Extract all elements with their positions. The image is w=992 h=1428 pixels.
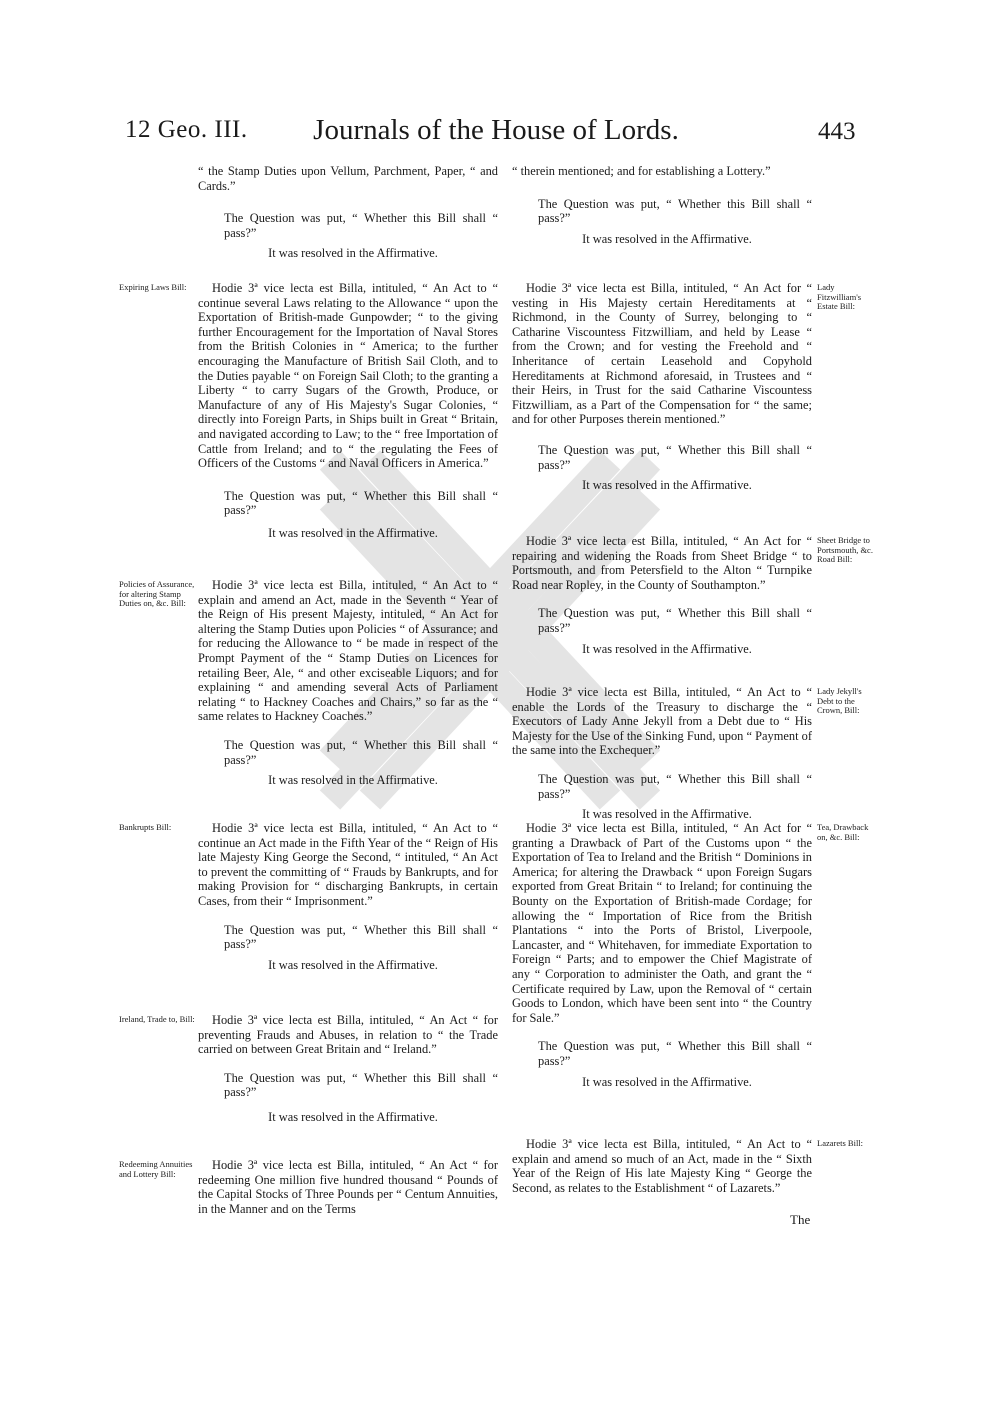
question-text: The Question was put, “ Whether this Bill shall “ pass?” xyxy=(538,196,812,226)
entry-text: Hodie 3ª vice lecta est Billa, intituled, “ An Act for “ vesting in His Majesty certain Hereditaments at “ Richmond, in the County of Surrey, belonging to “ Catharine Viscountess Fitzwilliam, and held by Lease “ from the Crown; and for vesting the Freehold and “ Inheritance of certain Leasehold and Copyhold Hereditaments at Richmond aforesaid, in Trustees and “ their Heirs, in Trust for the said Catharine Viscountess Fitzwilliam, as a Part of the Compensation for “ the same; and for other Purposes therein mentioned.” xyxy=(512,281,812,427)
margin-note-sheet-bridge: Sheet Bridge to Portsmouth, &c. Road Bill: xyxy=(817,535,873,564)
entry-left-4 xyxy=(198,1013,498,1125)
question-text: The Question was put, “ Whether this Bill shall “ pass?” xyxy=(538,442,812,472)
entry-left-2 xyxy=(198,578,498,788)
entry-right-3 xyxy=(512,685,812,822)
margin-note-policies: Policies of Assurance, for altering Stamp Duties on, &c. Bill: xyxy=(119,579,195,608)
resolved-text: It was resolved in the Affirmative. xyxy=(582,1074,752,1089)
entry-left-5 xyxy=(198,1158,498,1216)
entry-text: Hodie 3ª vice lecta est Billa, intituled, “ An Act for “ granting a Drawback of Part of the Customs upon “ the Exportation of Tea to Ireland and the British “ Dominions in America; for altering the Drawback “ upon Foreign Sugars exported from Great Britain “ to Ireland; for continuing the Bounty on the Exportation of British-made Cordage; for allowing the “ Importation of Rice from the British Plantations “ into the Ports of Bristol, Liverpoole, Lancaster, and “ Whitehaven, for immediate Exportation to Foreign “ Parts; and to empower the Chief Magistrate of any “ Corporation to administer the Oath, and grant the “ Certificate required by Law, upon the Removal of “ certain Goods to London, which have been sent into “ the Country for Sale.” xyxy=(512,821,812,1025)
question-text: The Question was put, “ Whether this Bill shall “ pass?” xyxy=(224,737,498,767)
entry-left-3 xyxy=(198,821,498,972)
margin-note-lazarets: Lazarets Bill: xyxy=(817,1138,864,1148)
resolved-text: It was resolved in the Affirmative. xyxy=(582,231,752,246)
entry-text: Hodie 3ª vice lecta est Billa, intituled, “ An Act to “ explain and amend an Act, made in the Seventh “ Year of the Reign of His present Majesty, intituled, “ An Act for altering the Stamp Duties upon Policies “ of Assurance; and for reducing the Allowance to “ be made in respect of the Prompt Payment of the “ Stamp Duties on Licences for retailing Beer, Ale, “ and other exciseable Liquors; and for explaining “ and amending several Acts of Parliament relating “ to Hackney Coaches and Chairs,” so far as the “ same relates to Hackney Coaches.” xyxy=(198,578,498,724)
entry-right-4 xyxy=(512,821,812,1089)
margin-note-fitzwilliam: Lady Fitzwilliam's Estate Bill: xyxy=(817,282,862,311)
entry-right-5 xyxy=(512,1137,812,1195)
page-number: 443 xyxy=(818,118,856,145)
entry-text: Hodie 3ª vice lecta est Billa, intituled, “ An Act to “ explain and amend so much of an Act, made in the “ Sixth Year of the Reign of His late Majesty King “ George the Second, as relates to the Establishment “ of Lazarets.” xyxy=(512,1137,812,1195)
entry-text: “ the Stamp Duties upon Vellum, Parchment, Paper, “ and Cards.” xyxy=(198,164,498,193)
question-text: The Question was put, “ Whether this Bill shall “ pass?” xyxy=(224,1070,498,1100)
resolved-text: It was resolved in the Affirmative. xyxy=(582,478,752,493)
journal-title: Journals of the House of Lords. xyxy=(313,114,679,146)
entry-right-1 xyxy=(512,281,812,493)
question-text: The Question was put, “ Whether this Bill shall “ pass?” xyxy=(538,1039,812,1068)
resolved-text: It was resolved in the Affirmative. xyxy=(268,246,438,261)
margin-note-redeeming: Redeeming Annuities and Lottery Bill: xyxy=(119,1159,193,1179)
resolved-text: It was resolved in the Affirmative. xyxy=(582,807,752,822)
question-text: The Question was put, “ Whether this Bill shall “ pass?” xyxy=(538,771,812,801)
entry-text: “ therein mentioned; and for establishing a Lottery.” xyxy=(512,164,771,178)
entry-text: Hodie 3ª vice lecta est Billa, intituled, “ An Act “ for redeeming One million five hundred thousand “ Pounds of the Capital Stocks of Three Pounds per “ Centum Annuities, in the Manner and on the Terms xyxy=(198,1158,498,1216)
entry-text: Hodie 3ª vice lecta est Billa, intituled, “ An Act to “ continue several Laws relating to the Allowance “ upon the Exportation of British-made Gunpowder; “ to the giving further Encouragement for the Importation of Naval Stores from the British Colonies in “ America; to the further encouraging the Manufacture of British Sail Cloth, and to the Duties payable “ on Foreign Sail Cloth; to the granting a Liberty “ to carry Sugars of the Growth, Produce, or Manufacture of any of His Majesty's Sugar Colonies, “ directly into Foreign Parts, in Ships built in Great “ Britain, and navigated according to Law; to the “ free Importation of Cattle from Ireland; and to “ the regulating the Fees of Officers of the Customs “ and Naval Officers in America.” xyxy=(198,281,498,471)
resolved-text: It was resolved in the Affirmative. xyxy=(268,525,438,540)
regnal-year: 12 Geo. III. xyxy=(125,116,248,143)
entry-left-0 xyxy=(198,164,498,261)
entry-right-0 xyxy=(512,164,812,246)
resolved-text: It was resolved in the Affirmative. xyxy=(268,957,438,972)
resolved-text: It was resolved in the Affirmative. xyxy=(268,773,438,788)
margin-note-tea: Tea, Drawback on, &c. Bill: xyxy=(817,822,869,842)
entry-text: Hodie 3ª vice lecta est Billa, intituled, “ An Act to “ continue an Act made in the Fifth Year of the “ Reign of His late Majesty King George the Second, “ intituled, “ An Act to prevent the committing of “ Frauds by Bankrupts, and for making Provision for “ discharging Bankrupts, in certain Cases, from their “ Imprisonment.” xyxy=(198,821,498,908)
margin-note-jekyll: Lady Jekyll's Debt to the Crown, Bill: xyxy=(817,686,862,715)
question-text: The Question was put, “ Whether this Bill shall “ pass?” xyxy=(224,488,498,518)
question-text: The Question was put, “ Whether this Bill shall “ pass?” xyxy=(538,606,812,635)
margin-note-bankrupts: Bankrupts Bill: xyxy=(119,822,172,832)
page-header xyxy=(0,106,992,154)
resolved-text: It was resolved in the Affirmative. xyxy=(582,641,752,656)
margin-note-expiring-laws: Expiring Laws Bill: xyxy=(119,282,187,292)
question-text: The Question was put, “ Whether this Bill shall “ pass?” xyxy=(224,211,498,240)
resolved-text: It was resolved in the Affirmative. xyxy=(268,1109,438,1124)
catchword: The xyxy=(790,1212,811,1227)
question-text: The Question was put, “ Whether this Bill shall “ pass?” xyxy=(224,922,498,952)
entry-right-2 xyxy=(512,534,812,656)
entry-left-1 xyxy=(198,281,498,541)
entry-text: Hodie 3ª vice lecta est Billa, intituled, “ An Act “ for preventing Frauds and Abuses, in relation to “ the Trade carried on between Great Britain and “ Ireland.” xyxy=(198,1013,498,1057)
entry-text: Hodie 3ª vice lecta est Billa, intituled, “ An Act to “ enable the Lords of the Treasury to discharge the “ Executors of Lady Anne Jekyll from a Debt due to “ His Majesty for the Use of the Sinking Fund, upon “ Payment of the same into the Exchequer.” xyxy=(512,685,812,758)
entry-text: Hodie 3ª vice lecta est Billa, intituled, “ An Act for “ repairing and widening the Roads from Sheet Bridge “ to Portsmouth, and from Petersfield to the Alton “ Turnpike Road near Ropley, in the County of Southampton.” xyxy=(512,534,812,592)
margin-note-ireland: Ireland, Trade to, Bill: xyxy=(119,1014,195,1024)
